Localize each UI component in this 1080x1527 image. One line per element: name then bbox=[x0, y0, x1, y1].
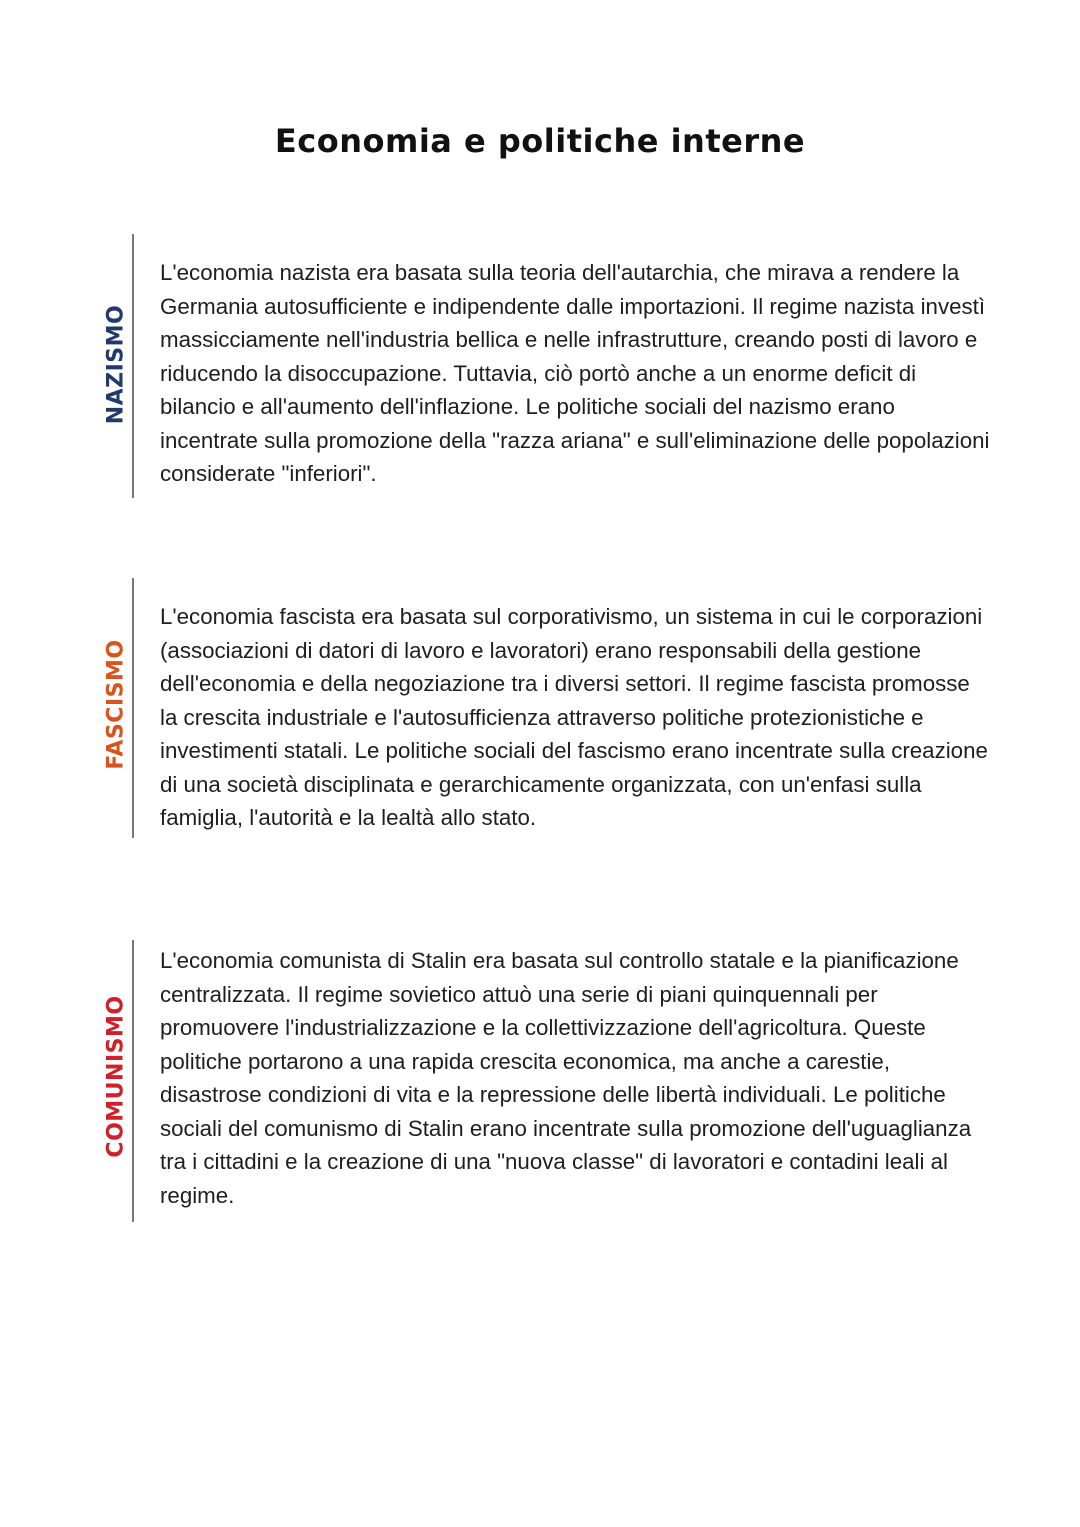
page-title: Economia e politiche interne bbox=[274, 122, 806, 160]
section-nazismo bbox=[0, 234, 1080, 498]
section-label-nazismo: NAZISMO bbox=[103, 304, 129, 425]
section-comunismo bbox=[0, 940, 1080, 1222]
section-text-fascismo: L'economia fascista era basata sul corporativismo, un sistema in cui le corporazioni (associazioni di datori di lavoro e lavoratori) erano responsabili della gestione dell'economia e della negoziazione tra i diversi settori. Il regime fascista promosse la crescita industriale e l'autosufficienza attraverso politiche protezionistiche e investimenti statali. Le politiche sociali del fascismo erano incentrate sulla creazione di una società disciplinata e gerarchicamente organizzata, con un'enfasi sulla famiglia, l'autorità e la lealtà allo stato. bbox=[160, 604, 988, 830]
section-label-fascismo: FASCISMO bbox=[103, 639, 129, 770]
section-fascismo bbox=[0, 578, 1080, 838]
section-divider bbox=[132, 234, 134, 498]
section-text-nazismo: L'economia nazista era basata sulla teoria dell'autarchia, che mirava a rendere la Germania autosufficiente e indipendente dalle importazioni. Il regime nazista investì massicciamente nell'industria bellica e nelle infrastrutture, creando posti di lavoro e riducendo la disoccupazione. Tuttavia, ciò portò anche a un enorme deficit di bilancio e all'aumento dell'inflazione. Le politiche sociali del nazismo erano incentrate sulla promozione della "razza ariana" e sull'eliminazione delle popolazioni considerate "inferiori". bbox=[160, 260, 990, 486]
section-divider bbox=[132, 940, 134, 1222]
section-divider bbox=[132, 578, 134, 838]
section-text-comunismo: L'economia comunista di Stalin era basata sul controllo statale e la pianificazione centralizzata. Il regime sovietico attuò una serie di piani quinquennali per promuovere l'industrializzazione e la collettivizzazione dell'agricoltura. Queste politiche portarono a una rapida crescita economica, ma anche a carestie, disastrose condizioni di vita e la repressione delle libertà individuali. Le politiche sociali del comunismo di Stalin erano incentrate sulla promozione dell'uguaglianza tra i cittadini e la creazione di una "nuova classe" di lavoratori e contadini leali al regime. bbox=[160, 948, 972, 1208]
section-label-comunismo: COMUNISMO bbox=[103, 995, 129, 1158]
